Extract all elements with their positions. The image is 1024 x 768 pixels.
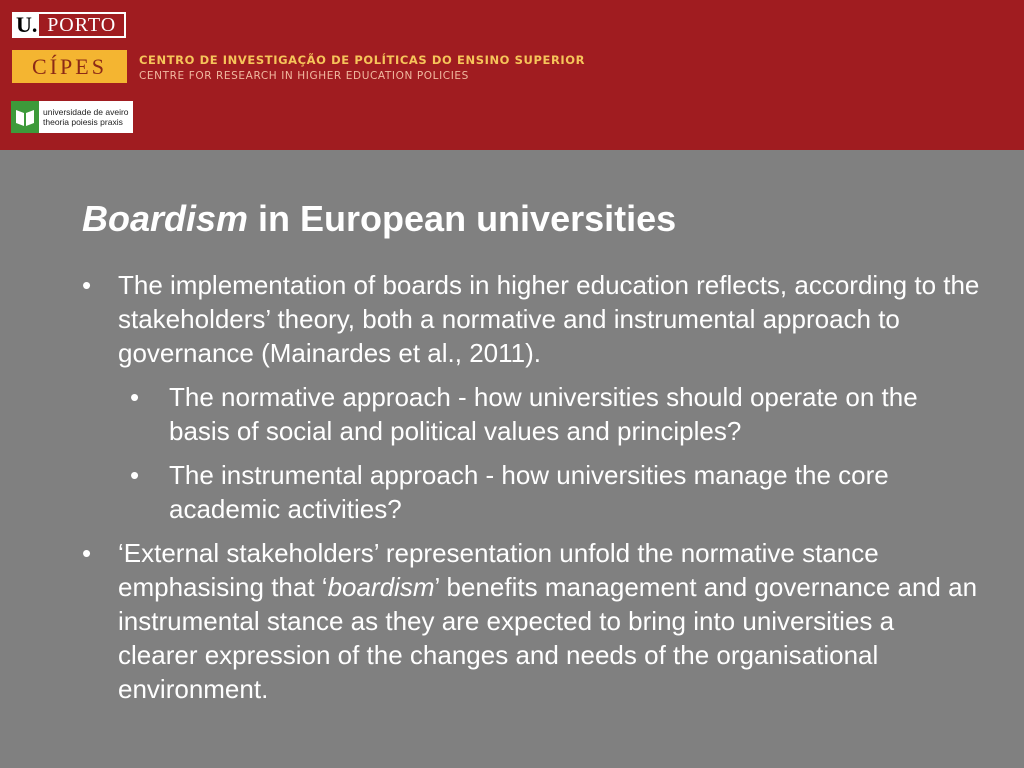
slide-title xyxy=(82,198,676,240)
bullet-text: The implementation of boards in higher education reflects, according to the stakeholders’ theory, both a normative and instrumental approach to governance (Mainardes et al., 2011). xyxy=(118,270,980,368)
bullet-item xyxy=(80,536,980,706)
cipes-name-english: CENTRE FOR RESEARCH IN HIGHER EDUCATION POLICIES xyxy=(139,70,469,82)
uporto-logo-porto: PORTO xyxy=(39,14,124,36)
aveiro-motto: theoria poiesis praxis xyxy=(43,117,123,127)
uporto-logo-u: U. xyxy=(16,12,38,37)
aveiro-name: universidade de aveiro xyxy=(43,107,129,117)
bullet-marker: • xyxy=(130,382,140,412)
bullet-text-before: ‘External stakeholders’ representation unfold the normative stance emphasising that ‘ xyxy=(118,538,879,602)
slide-title-rest: in European universities xyxy=(248,198,677,239)
bullet-text: The instrumental approach - how universities manage the core academic activities? xyxy=(169,460,889,524)
bullet-item xyxy=(80,268,980,370)
bullet-list xyxy=(80,268,980,716)
uporto-logo xyxy=(12,12,126,38)
bullet-text-italic: boardism xyxy=(327,572,435,602)
bullet-text-after: ’ benefits management and governance and an instrumental stance as they are expected to bring into universities a clearer expression of the changes and needs of the organisational environment. xyxy=(118,572,978,704)
cipes-name-portuguese: CENTRO DE INVESTIGAÇÃO DE POLÍTICAS DO ENSINO SUPERIOR xyxy=(139,53,586,67)
cipes-logo: CÍPES xyxy=(12,50,127,83)
sub-bullet-item xyxy=(80,380,980,448)
sub-bullet-item xyxy=(80,458,980,526)
bullet-marker: • xyxy=(82,270,92,300)
aveiro-logo xyxy=(11,101,133,133)
bullet-text: The normative approach - how universities should operate on the basis of social and political values and principles? xyxy=(169,382,918,446)
header-banner xyxy=(0,0,1024,150)
slide-title-emphasis: Boardism xyxy=(82,198,249,239)
bullet-marker: • xyxy=(82,538,92,568)
aveiro-book-icon xyxy=(11,101,39,133)
bullet-marker: • xyxy=(130,460,140,490)
